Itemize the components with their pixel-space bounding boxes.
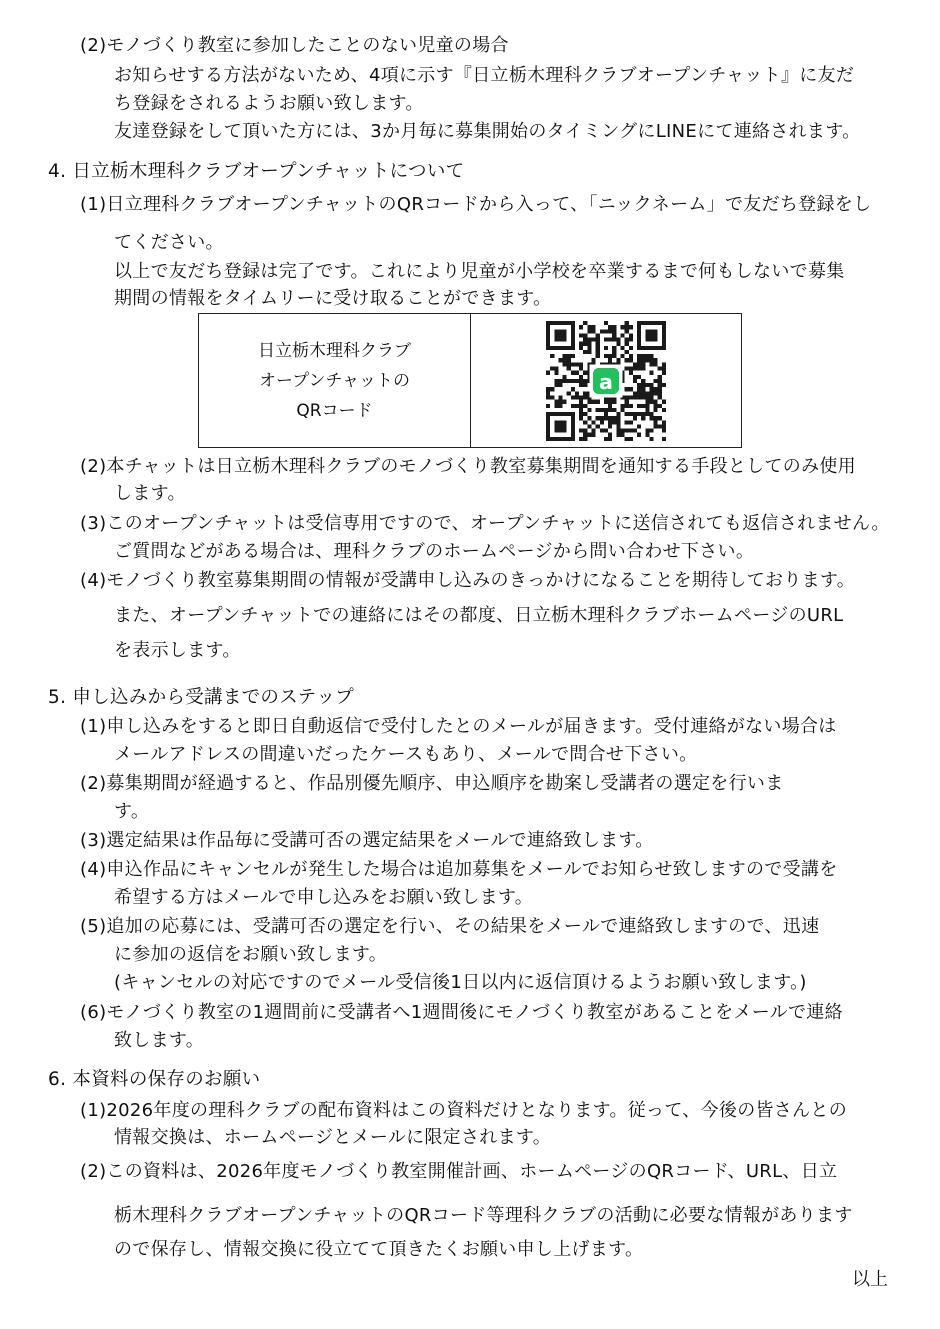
s4-item4-text: また、オープンチャットでの連絡にはその都度、日立栃木理科クラブホームページのURL	[114, 605, 844, 626]
qr-label-line: QRコード	[296, 400, 373, 421]
s4-item4-text: (4)モノづくり教室募集期間の情報が受講申し込みのきっかけになることを期待しております。	[80, 570, 856, 591]
section5-heading: 5. 申し込みから受講までのステップ	[48, 687, 355, 708]
s5-item5-text: (キャンセルの対応ですのでメール受信後1日以内に返信頂けるようお願い致します。)	[114, 972, 807, 993]
s4-item3-text: (3)このオープンチャットは受信専用ですので、オープンチャットに送信されても返信されません。	[80, 513, 890, 534]
section4-heading: 4. 日立栃木理科クラブオープンチャットについて	[48, 161, 465, 182]
s4-item1-text: (1)日立理科クラブオープンチャットのQRコードから入って、「ニックネーム」で友だち登録をし	[80, 194, 872, 215]
closing-mark: 以上	[852, 1269, 888, 1290]
s3-item2-text: 友達登録をして頂いた方には、3か月毎に募集開始のタイミングにLINEにて連絡されます。	[114, 121, 861, 142]
s6-item2-text: ので保存し、情報交換に役立てて頂きたくお願い申し上げます。	[114, 1239, 644, 1260]
qr-label-cell	[199, 314, 471, 447]
s5-item5-text: に参加の返信をお願い致します。	[114, 944, 388, 965]
qr-code-cell	[471, 314, 741, 447]
s4-item1-text: てください。	[114, 232, 224, 253]
s5-item1-text: (1)申し込みをすると即日自動返信で受付したとのメールが届きます。受付連絡がない場合は	[80, 716, 837, 737]
logo-glyph: a	[599, 369, 613, 394]
s3-item2-text: ち登録をされるようお願い致します。	[114, 93, 424, 114]
s5-item6-text: (6)モノづくり教室の1週間前に受講者へ1週間後にモノづくり教室があることをメールで連絡	[80, 1002, 843, 1023]
s3-item2-title: (2)モノづくり教室に参加したことのない児童の場合	[80, 35, 509, 56]
s3-item2-text: お知らせする方法がないため、4項に示す『日立栃木理科クラブオープンチャット』に友だ	[114, 65, 855, 86]
s4-item2-text: (2)本チャットは日立栃木理科クラブのモノづくり教室募集期間を通知する手段としてのみ使用	[80, 456, 856, 477]
s6-item2-text: (2)この資料は、2026年度モノづくり教室開催計画、ホームページのQRコード、URL、日立	[80, 1161, 838, 1182]
qr-label-line: オープンチャットの	[259, 370, 410, 391]
s4-item2-text: します。	[114, 483, 186, 504]
s5-item1-text: メールアドレスの間違いだったケースもあり、メールで問合せ下さい。	[114, 744, 698, 765]
s6-item1-text: (1)2026年度の理科クラブの配布資料はこの資料だけとなります。従って、今後の皆さんとの	[80, 1100, 848, 1121]
s4-item1-text: 以上で友だち登録は完了です。これにより児童が小学校を卒業するまで何もしないで募集	[114, 261, 845, 282]
section6-heading: 6. 本資料の保存のお願い	[48, 1069, 261, 1090]
s4-item3-text: ご質問などがある場合は、理科クラブのホームページから問い合わせ下さい。	[114, 541, 755, 562]
qr-label-line: 日立栃木理科クラブ	[258, 340, 411, 361]
s6-item1-text: 情報交換は、ホームページとメールに限定されます。	[114, 1127, 552, 1148]
s4-item1-text: 期間の情報をタイムリーに受け取ることができます。	[114, 288, 552, 309]
line-openchat-logo-icon	[589, 364, 622, 397]
s5-item3-text: (3)選定結果は作品毎に受講可否の選定結果をメールで連絡致します。	[80, 830, 654, 851]
qr-table	[198, 313, 742, 448]
s4-item4-text: を表示します。	[114, 640, 241, 661]
s5-item5-text: (5)追加の応募には、受講可否の選定を行い、その結果をメールで連絡致しますので、迅速	[80, 916, 820, 937]
qr-code-icon[interactable]	[546, 321, 666, 441]
s5-item2-text: す。	[114, 801, 150, 822]
s5-item2-text: (2)募集期間が経過すると、作品別優先順序、申込順序を勘案し受講者の選定を行いま	[80, 773, 784, 794]
s6-item2-text: 栃木理科クラブオープンチャットのQRコード等理科クラブの活動に必要な情報があります	[114, 1205, 853, 1226]
s5-item4-text: 希望する方はメールで申し込みをお願い致します。	[114, 887, 534, 908]
s5-item6-text: 致します。	[114, 1030, 205, 1051]
s5-item4-text: (4)申込作品にキャンセルが発生した場合は追加募集をメールでお知らせ致しますので受講を	[80, 859, 838, 880]
